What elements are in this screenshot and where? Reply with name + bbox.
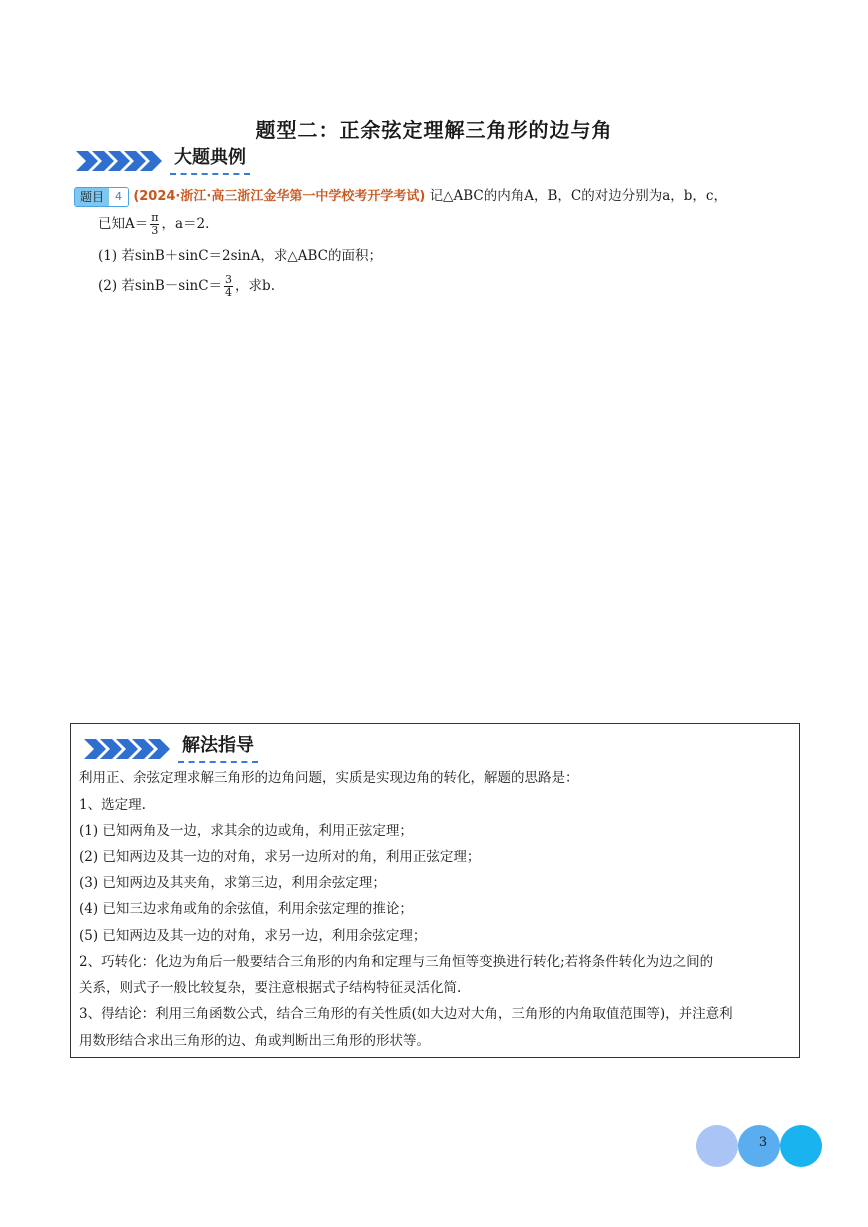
problem-tag-number: 4: [109, 188, 128, 206]
section-banner-examples: [76, 146, 250, 175]
guide-line: (1) 已知两角及一边，求其余的边或角，利用正弦定理；: [79, 823, 413, 839]
problem-tag: [74, 187, 129, 207]
guide-line: (2) 已知两边及其一边的对角，求另一边所对的角，利用正弦定理；: [79, 849, 481, 865]
fraction-pi-over-3: [150, 212, 159, 237]
page-title: 题型二：正余弦定理解三角形的边与角: [255, 118, 613, 142]
given-suffix: ，a＝2.: [161, 216, 210, 232]
problem-tag-label: 题目: [75, 188, 109, 206]
guide-line: 3、得结论：利用三角函数公式，结合三角形的有关性质(如大边对大角，三角形的内角取值范围等)，并注意利: [79, 1006, 733, 1022]
section-banner-guide: [84, 734, 258, 763]
guide-line: 2、巧转化：化边为角后一般要结合三角形的内角和定理与三角恒等变换进行转化;若将条件转化为边之间的: [79, 954, 714, 970]
given-prefix: 已知A＝: [98, 216, 149, 232]
guide-line: 关系，则式子一般比较复杂，要注意根据式子结构特征灵活化简.: [79, 980, 462, 996]
question-1: (1) 若sinB＋sinC＝2sinA，求△ABC的面积；: [98, 248, 382, 264]
section-label: 解法指导: [178, 734, 258, 763]
circle-bright-icon: [780, 1125, 822, 1167]
guide-line: (3) 已知两边及其夹角，求第三边，利用余弦定理；: [79, 875, 386, 891]
q2-prefix: (2) 若sinB－sinC＝: [98, 278, 223, 294]
chevron-arrows-icon: [84, 739, 164, 759]
section-label: 大题典例: [170, 146, 250, 175]
q2-suffix: ，求b.: [235, 278, 275, 294]
fraction-numerator: 3: [225, 273, 233, 286]
fraction-denominator: 4: [225, 286, 233, 299]
problem-given-line: [98, 212, 209, 237]
page-number: 3: [758, 1135, 768, 1150]
fraction-numerator: π: [151, 211, 159, 224]
fraction-denominator: 3: [151, 224, 159, 237]
problem-source: (2024·浙江·高三浙江金华第一中学校考开学考试): [133, 189, 426, 204]
guide-line: (4) 已知三边求角或角的余弦值，利用余弦定理的推论；: [79, 901, 413, 917]
question-2: [98, 274, 275, 299]
guide-line: (5) 已知两边及其一边的对角，求另一边，利用余弦定理；: [79, 928, 427, 944]
guide-line: 1、选定理.: [79, 797, 146, 813]
circle-light-icon: [696, 1125, 738, 1167]
problem-stem: 记△ABC的内角A，B，C的对边分别为a，b，c，: [429, 188, 727, 204]
fraction-3-over-4: [224, 274, 233, 299]
problem-stem-line1: [74, 186, 727, 207]
guide-line: 用数形结合求出三角形的边、角或判断出三角形的形状等。: [79, 1033, 430, 1049]
chevron-arrows-icon: [76, 151, 156, 171]
guide-line: 利用正、余弦定理求解三角形的边角问题，实质是实现边角的转化，解题的思路是：: [79, 770, 579, 786]
